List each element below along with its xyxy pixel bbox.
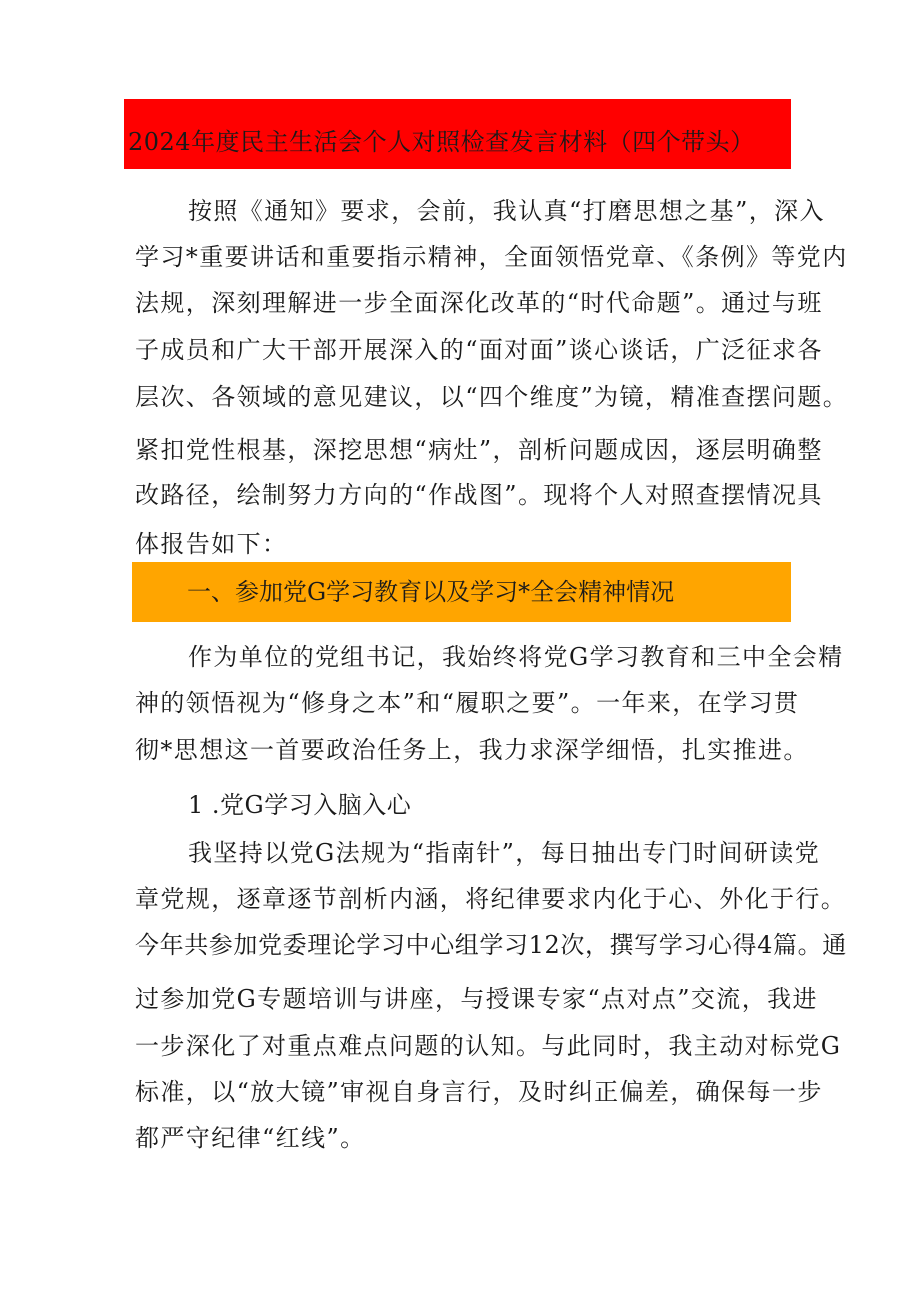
intro-line: 法规，深刻理解进一步全面深化改革的“时代命题”。通过与班 — [135, 289, 823, 317]
document-title: 2024年度民主生活会个人对照检查发言材料（四个带头） — [128, 128, 755, 156]
subheading: 1 .党G学习入脑入心 — [188, 791, 412, 819]
intro-line: 学习*重要讲话和重要指示精神，全面领悟党章、《条例》等党内 — [135, 243, 848, 271]
sub-para-line: 都严守纪律“红线”。 — [135, 1124, 366, 1152]
sub-para-line: 今年共参加党委理论学习中心组学习12次，撰写学习心得4篇。通 — [135, 931, 847, 959]
intro-line: 改路径，绘制努力方向的“作战图”。现将个人对照查摆情况具 — [135, 481, 823, 509]
section-para-line: 彻*思想这一首要政治任务上，我力求深学细悟，扎实推进。 — [135, 736, 809, 764]
intro-line: 子成员和广大干部开展深入的“面对面”谈心谈话，广泛征求各 — [135, 336, 823, 364]
sub-para-line: 过参加党G专题培训与讲座，与授课专家“点对点”交流，我进 — [135, 985, 818, 1013]
intro-line: 按照《通知》要求，会前，我认真“打磨思想之基”，深入 — [188, 197, 825, 225]
sub-para-line: 我坚持以党G法规为“指南针”，每日抽出专门时间研读党 — [188, 839, 821, 867]
sub-para-line: 标准，以“放大镜”审视自身言行，及时纠正偏差，确保每一步 — [135, 1078, 823, 1106]
intro-line: 紧扣党性根基，深挖思想“病灶”，剖析问题成因，逐层明确整 — [135, 436, 823, 464]
sub-para-line: 一步深化了对重点难点问题的认知。与此同时，我主动对标党G — [135, 1032, 842, 1060]
sub-para-line: 章党规，逐章逐节剖析内涵，将纪律要求内化于心、外化于行。 — [135, 885, 847, 913]
intro-line: 体报告如下： — [135, 530, 288, 558]
section-heading: 一、参加党G学习教育以及学习*全会精神情况 — [187, 578, 675, 606]
intro-line: 层次、各领域的意见建议，以“四个维度”为镜，精准查摆问题。 — [135, 383, 849, 411]
section-para-line: 作为单位的党组书记，我始终将党G学习教育和三中全会精 — [188, 643, 844, 671]
section-para-line: 神的领悟视为“修身之本”和“履职之要”。一年来，在学习贯 — [135, 689, 800, 717]
